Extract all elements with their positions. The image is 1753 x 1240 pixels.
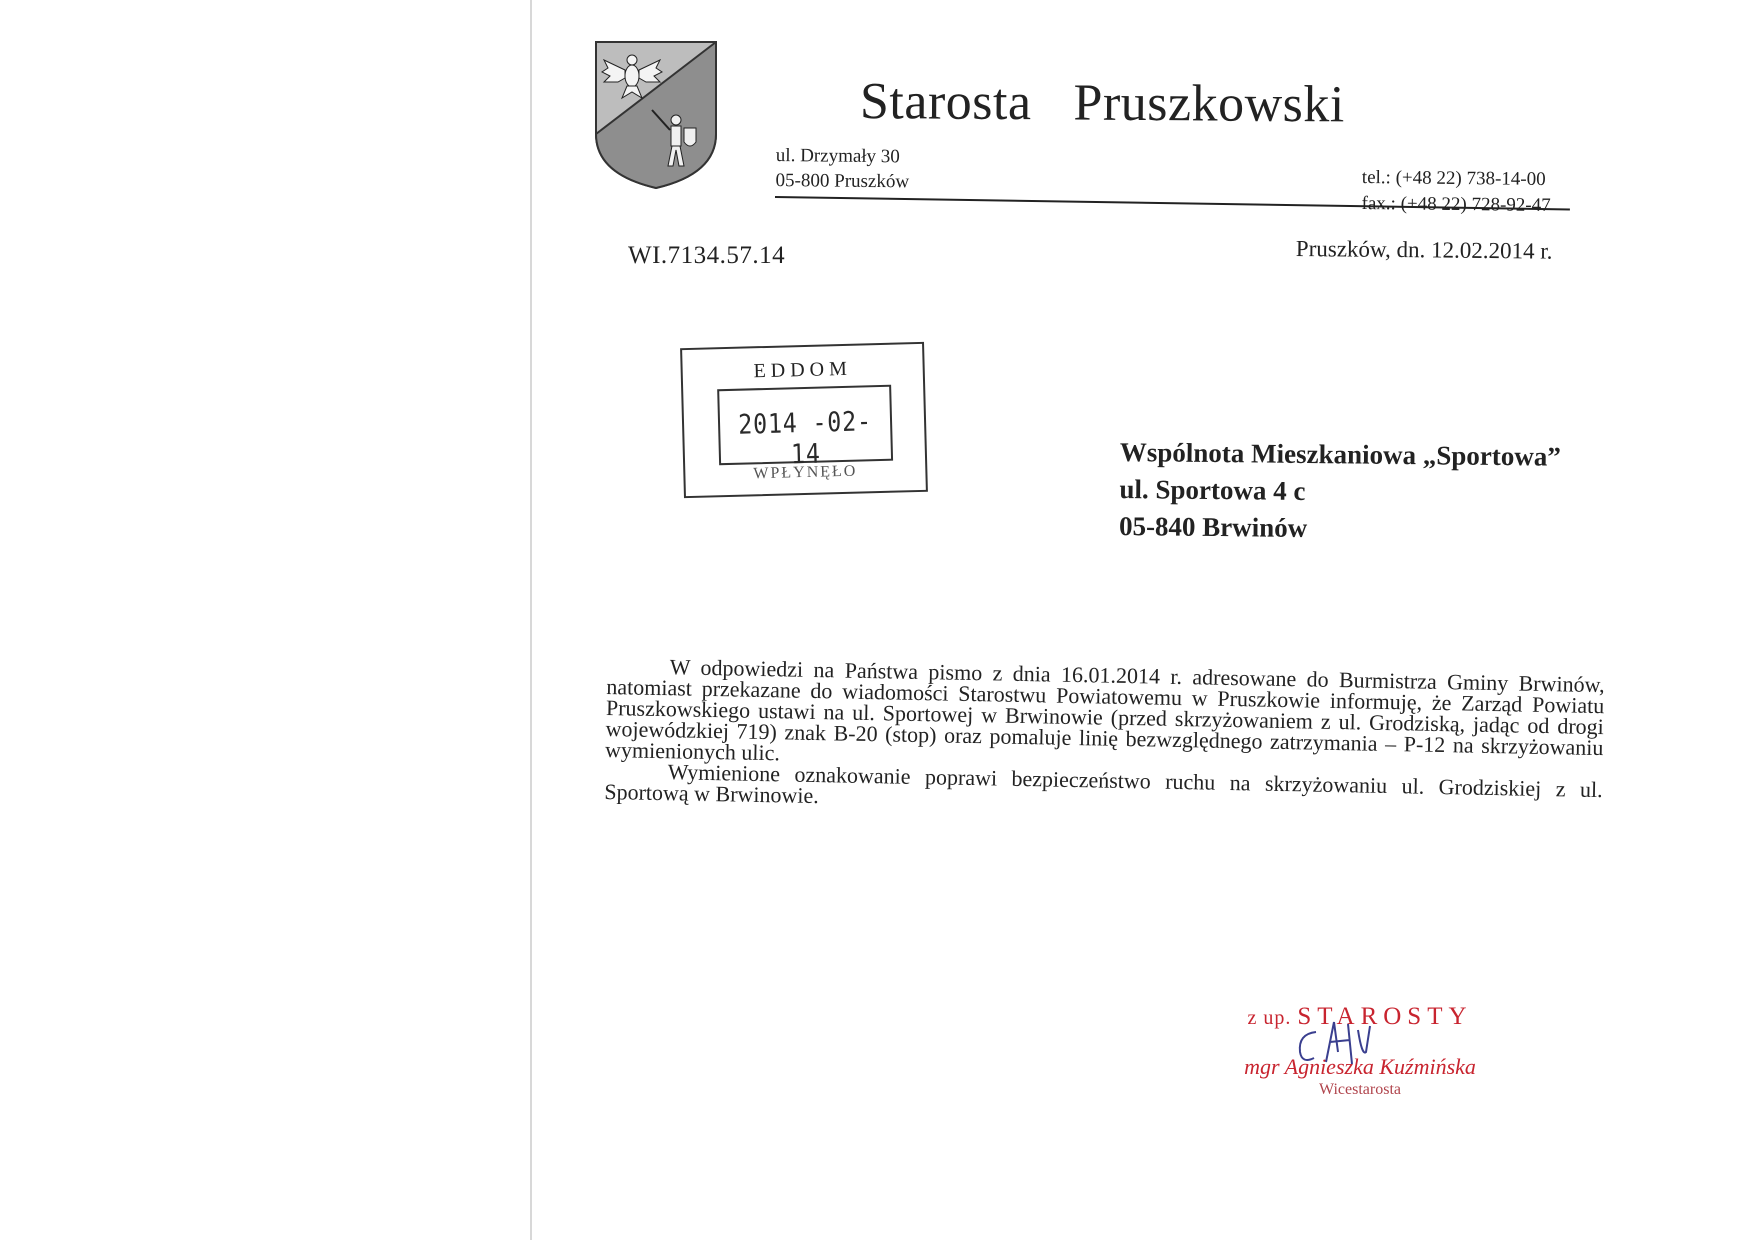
signatory-name: mgr Agnieszka Kuźmińska xyxy=(1244,1054,1476,1079)
issuer-title-word1: Starosta xyxy=(859,73,1032,132)
stamp-date-box xyxy=(717,385,893,471)
body-paragraph-1: W odpowiedzi na Państwa pismo z dnia 16.01.2014 r. adresowane do Burmistrza Gminy Brwinów, natomiast przekazane do wiadomości Starostwu Powiatowemu w Pruszkowie informuję, że Zarząd Powiatu Pruszkowskiego ustawi na ul. Sportowej w Brwinowie (przed skrzyżowaniem z ul. Grodziską, jadąc od drogi wojewódzkiej 719) znak B-20 (stop) oraz pomaluje linię bezwzględnego zatrzymania – P-12 na skrzyżowaniu wymienionych ulic. xyxy=(604,654,1605,766)
stamp-company: EDDOM xyxy=(753,357,853,383)
received-stamp xyxy=(680,342,928,498)
handwritten-signature-icon xyxy=(1288,1012,1398,1072)
stamp-received-label: WPŁYNĘŁO xyxy=(753,462,858,483)
place-and-date: Pruszków, dn. 12.02.2014 r. xyxy=(1295,236,1553,264)
issuer-title-word2: Pruszkowski xyxy=(1073,74,1346,134)
coat-of-arms-eagle-knight-icon xyxy=(592,38,720,190)
contact-tel: tel.: (+48 22) 738-14-00 xyxy=(1361,166,1546,190)
recipient-name: Wspólnota Mieszkaniowa „Sportowa” xyxy=(1119,436,1561,472)
contact-fax: fax.: (+48 22) 728-92-47 xyxy=(1361,192,1551,216)
issuer-address xyxy=(775,143,909,194)
scan-page-edge xyxy=(530,0,532,1240)
address-line-street: ul. Drzymały 30 xyxy=(775,144,900,168)
reference-number: WI.7134.57.14 xyxy=(628,242,786,269)
issuer-title xyxy=(860,72,1345,134)
issuer-contact xyxy=(1361,165,1551,219)
recipient-street: ul. Sportowa 4 c xyxy=(1119,473,1306,506)
recipient-city: 05-840 Brwinów xyxy=(1118,510,1308,543)
body-paragraph-2: Wymienione oznakowanie poprawi bezpieczeństwo ruchu na skrzyżowaniu ul. Grodziskiej z ul. Sportową w Brwinowie. xyxy=(604,759,1603,809)
signatory-role: Wicestarosta xyxy=(1319,1081,1401,1098)
recipient-address xyxy=(1119,434,1561,550)
stamp-date: 2014 -02- 14 xyxy=(737,406,873,471)
letter-body xyxy=(604,655,1605,821)
address-line-city: 05-800 Pruszków xyxy=(775,169,910,193)
signature-prefix: z up. xyxy=(1247,1007,1292,1029)
signature-authority: STAROSTY xyxy=(1297,1003,1473,1030)
